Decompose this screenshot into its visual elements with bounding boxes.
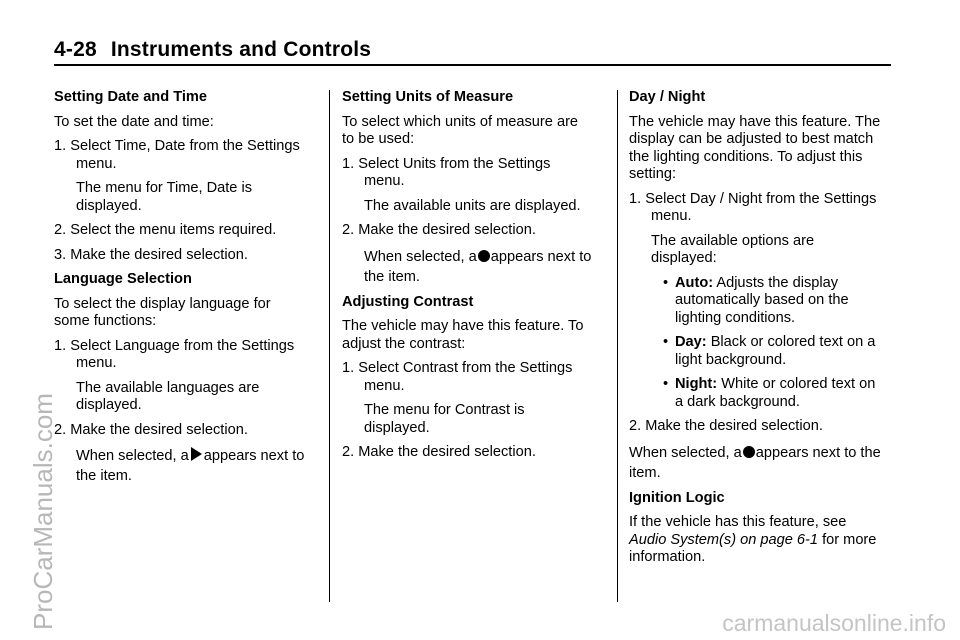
column-divider-2	[617, 90, 618, 602]
contrast-step-1-result: The menu for Contrast is displayed.	[364, 402, 525, 436]
column-1	[54, 89, 306, 493]
ignition-intro: If the vehicle has this feature, see Audio System(s) on page 6-1 for more information.	[629, 514, 877, 565]
heading-contrast: Adjusting Contrast	[342, 293, 474, 310]
day-night-step-1-result: The available options are displayed:	[651, 232, 815, 266]
units-selected-note: When selected, a appears next to the item.	[364, 248, 592, 285]
header-rule	[54, 64, 891, 66]
page-number: 4-28	[54, 38, 97, 61]
heading-ignition-logic: Ignition Logic	[629, 489, 725, 506]
contrast-step-2: 2. Make the desired selection.	[342, 444, 536, 460]
language-step-1: 1. Select Language from the Settings menu.	[54, 337, 295, 371]
date-time-step-3: 3. Make the desired selection.	[54, 246, 248, 263]
units-step-1-result: The available units are displayed.	[364, 197, 581, 214]
option-day: • Day: Black or colored text on a light background.	[629, 334, 881, 369]
language-selected-note: When selected, a appears next to the item.	[76, 448, 305, 484]
day-night-selected-note: When selected, a appears next to the item.	[629, 444, 881, 481]
filled-circle-icon	[478, 250, 490, 262]
day-night-step-1: 1. Select Day / Night from the Settings menu.	[629, 190, 877, 224]
contrast-intro: The vehicle may have this feature. To adjust the contrast:	[342, 318, 584, 352]
page-header	[54, 38, 371, 62]
units-step-2: 2. Make the desired selection.	[342, 222, 536, 238]
language-step-2: 2. Make the desired selection.	[54, 421, 248, 438]
column-3	[629, 89, 881, 574]
filled-circle-icon	[743, 446, 755, 458]
play-triangle-icon	[191, 447, 202, 461]
heading-date-time: Setting Date and Time	[54, 89, 207, 105]
section-title: Instruments and Controls	[110, 38, 372, 61]
date-time-step-1: 1. Select Time, Date from the Settings menu.	[54, 138, 300, 172]
day-night-intro: The vehicle may have this feature. The display can be adjusted to best match the lighting conditions. To adjust this setting:	[629, 113, 881, 182]
option-auto: • Auto: Adjusts the display automatically based on the lighting conditions.	[629, 275, 881, 328]
contrast-step-1: 1. Select Contrast from the Settings menu.	[342, 360, 573, 394]
footer-watermark: carmanualsonline.info	[722, 610, 946, 636]
date-time-step-2: 2. Select the menu items required.	[54, 222, 277, 238]
option-night: • Night: White or colored text on a dark background.	[629, 376, 881, 411]
heading-language: Language Selection	[54, 271, 192, 287]
audio-system-reference: Audio System(s) on page 6-1	[629, 531, 819, 548]
units-intro: To select which units of measure are to be used:	[342, 113, 579, 147]
date-time-intro: To set the date and time:	[54, 113, 214, 130]
column-divider-1	[329, 90, 330, 602]
date-time-step-1-result: The menu for Time, Date is displayed.	[76, 180, 253, 214]
column-2	[342, 89, 594, 469]
language-intro: To select the display language for some functions:	[54, 295, 271, 329]
language-step-1-result: The available languages are displayed.	[76, 379, 260, 413]
heading-day-night: Day / Night	[629, 89, 706, 105]
units-step-1: 1. Select Units from the Settings menu.	[342, 155, 551, 189]
side-watermark: ProCarManuals.com	[28, 393, 58, 630]
day-night-step-2: 2. Make the desired selection.	[629, 418, 823, 434]
heading-units: Setting Units of Measure	[342, 89, 514, 105]
